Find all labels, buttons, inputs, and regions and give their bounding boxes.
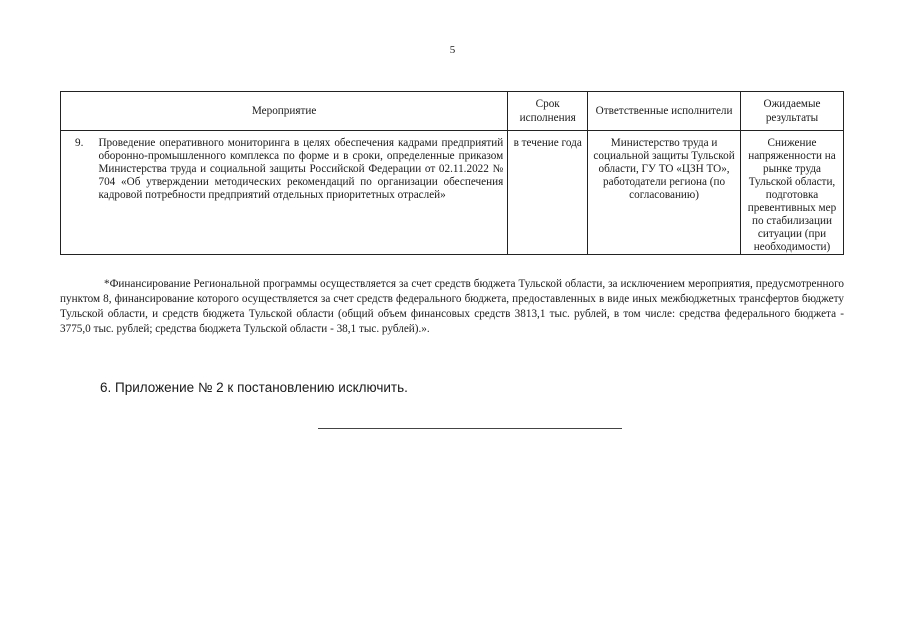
table-header-row xyxy=(61,92,844,131)
header-activity: Мероприятие xyxy=(61,92,508,131)
header-term: Срок исполнения xyxy=(508,92,588,131)
row-term: в течение года xyxy=(508,131,588,255)
table-row xyxy=(61,131,844,255)
paragraph-6: 6. Приложение № 2 к постановлению исключить. xyxy=(100,380,408,395)
activities-table xyxy=(60,91,844,255)
financing-footnote: *Финансирование Региональной программы осуществляется за счет средств бюджета Тульской области, за исключением мероприятия, предусмотренного пунктом 8, финансирование которого осуществляется за счет средств федерального бюджета, предоставленных в виде иных межбюджетных трансфертов бюджету Тульской области, и средств бюджета Тульской области (общий объем финансовых средств 3813,1 тыс. рублей, в том числе: средства федерального бюджета - 3775,0 тыс. рублей; средства бюджета Тульской области - 38,1 тыс. рублей).». xyxy=(60,278,844,335)
header-responsible: Ответственные исполнители xyxy=(588,92,741,131)
row-responsible: Министерство труда и социальной защиты Тульской области, ГУ ТО «ЦЗН ТО», работодатели региона (по согласованию) xyxy=(588,131,741,255)
row-results: Снижение напряженности на рынке труда Тульской области, подготовка превентивных мер по стабилизации ситуации (при необходимости) xyxy=(741,131,844,255)
page-number: 5 xyxy=(449,44,456,56)
header-results: Ожидаемые результаты xyxy=(741,92,844,131)
row-number: 9. xyxy=(61,131,93,255)
row-activity: Проведение оперативного мониторинга в целях обеспечения кадрами предприятий оборонно-промышленного комплекса по форме и в сроки, определенные приказом Министерства труда и социальной защиты Российской Федерации от 02.11.2022 № 704 «Об утверждении методических рекомендаций по организации обеспечения кадровой потребности предприятий отдельных приоритетных отраслей» xyxy=(92,131,507,255)
separator-line xyxy=(318,428,622,429)
